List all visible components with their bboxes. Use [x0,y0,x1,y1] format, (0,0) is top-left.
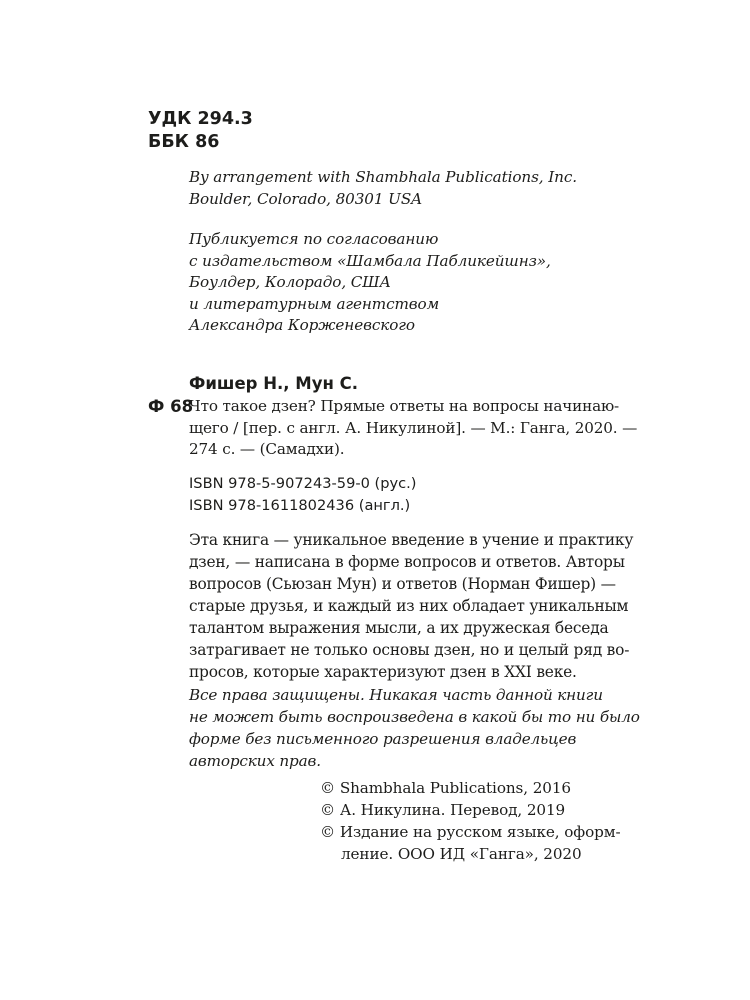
copyright-line: ление. ООО ИД «Ганга», 2020 [341,845,582,863]
bib-line-2: щего / [пер. с англ. А. Никулиной]. — М.: Ганга, 2020. — [189,419,638,437]
arrangement-ru-line-4: и литературным агентством [189,295,440,313]
author-mark: Ф 68 [148,397,194,416]
annotation-line: вопросов (Сьюзан Мун) и ответов (Норман Фишер) — [189,575,616,593]
rights-line: авторских прав. [189,752,321,770]
annotation-line: просов, которые характеризуют дзен в XXI веке. [189,663,577,681]
bbk-code: ББК 86 [148,132,220,152]
arrangement-en-line-2: Boulder, Colorado, 80301 USA [189,190,423,208]
arrangement-ru-line-5: Александра Корженевского [189,316,415,334]
rights-line: форме без письменного разрешения владельцев [189,730,577,748]
rights-line: Все права защищены. Никакая часть данной книги [189,686,603,704]
bib-line-1: Что такое дзен? Прямые ответы на вопросы начинаю- [189,397,620,415]
isbn-en: ISBN 978-1611802436 (англ.) [189,497,411,514]
annotation-line: затрагивает не только основы дзен, но и целый ряд во- [189,641,630,659]
annotation-line: дзен, — написана в форме вопросов и ответов. Авторы [189,553,625,571]
arrangement-ru-line-3: Боулдер, Колорадо, США [189,273,391,291]
copyright-line: © Shambhala Publications, 2016 [320,779,571,797]
rights-line: не может быть воспроизведена в какой бы то ни было [189,708,640,726]
annotation-line: старые друзья, и каждый из них обладает уникальным [189,597,629,615]
isbn-ru: ISBN 978-5-907243-59-0 (рус.) [189,475,417,492]
book-authors: Фишер Н., Мун С. [189,374,358,393]
bib-line-3: 274 с. — (Самадхи). [189,440,345,458]
annotation-line: Эта книга — уникальное введение в учение и практику [189,531,634,549]
arrangement-en-line-1: By arrangement with Shambhala Publications, Inc. [189,168,577,186]
annotation-line: талантом выражения мысли, а их дружеская беседа [189,619,609,637]
copyright-line: © Издание на русском языке, оформ- [320,823,621,841]
copyright-line: © А. Никулина. Перевод, 2019 [320,801,566,819]
arrangement-ru-line-2: с издательством «Шамбала Пабликейшнз», [189,252,551,270]
arrangement-ru-line-1: Публикуется по согласованию [189,230,439,248]
udk-code: УДК 294.3 [148,109,253,129]
